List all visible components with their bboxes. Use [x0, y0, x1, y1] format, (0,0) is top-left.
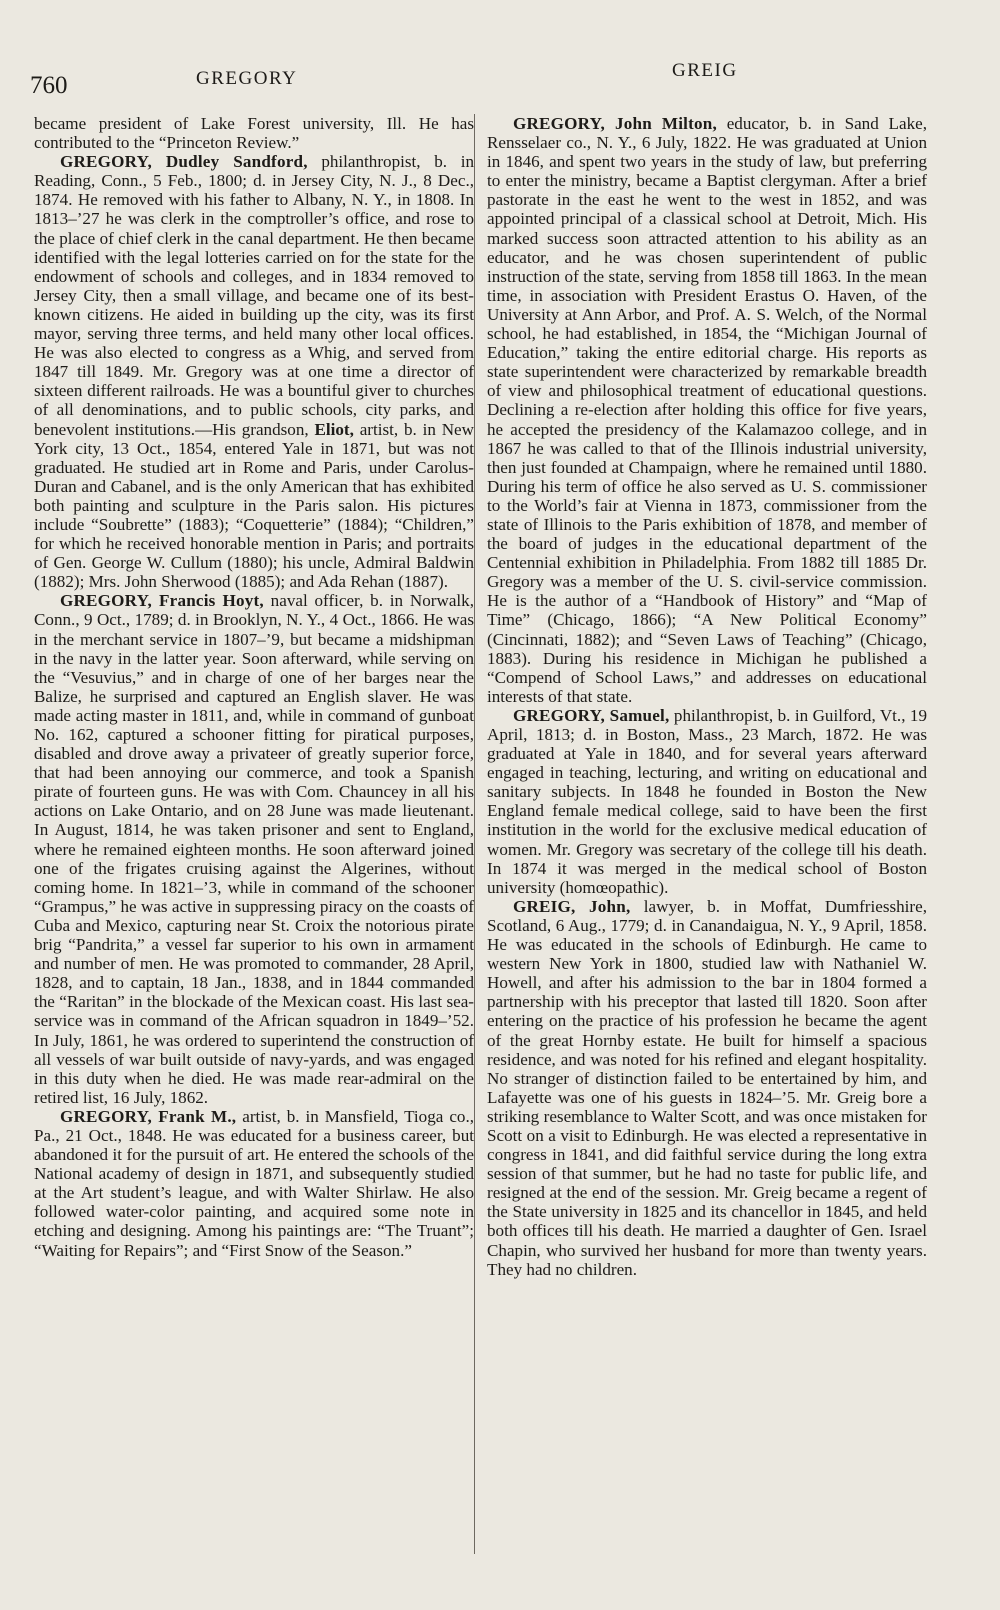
entry-body: educator, b. in Sand Lake, Rensselaer co., N. Y., 6 July, 1822. He was graduated at Union in 1846, and spent two years in the study of law, but preferring to enter the ministry, became a Baptist clergyman. After a brief pastorate in the east he went to the west in 1852, and was appointed principal of a classical school at Detroit, Mich. His marked success soon attracted attention to his ability as an educator, and he was chosen superintendent of public instruction of the state, serving from 1858 till 1863. In the mean time, in association with President Erastus O. Haven, of the University at Ann Arbor, and Prof. A. S. Welch, of the Normal school, he had established, in 1854, the “Michigan Journal of Education,” taking the entire editorial charge. His reports as state superintendent were characterized by remarkable breadth of view and philosophical treatment of educational questions. Declining a re-election after holding this office for five years, he accepted the presidency of the Kalamazoo college, and in 1867 he was called to that of the Illinois industrial university, then just founded at Champaign, where he remained until 1880. During his term of office he also served as U. S. commissioner to the World’s fair at Vienna in 1873, commissioner from the state of Illinois to the Paris exhibition of 1878, and member of the board of judges in the educational department of the Centennial exhibition in Philadelphia. From 1882 till 1885 Dr. Gregory was a member of the U. S. civil-service commission. He is the author of a “Handbook of History” and “Map of Time” (Chicago, 1866); “A New Political Economy” (Cincinnati, 1882); and “Seven Laws of Teaching” (Chicago, 1883). During his residence in Michigan he published a “Compend of School Laws,” and addresses on educational interests of that state.	[487, 114, 927, 706]
entry-body: philanthropist, b. in Guilford, Vt., 19 April, 1813; d. in Boston, Mass., 23 March, 1872. He was graduated at Yale in 1840, and for several years afterward engaged in teaching, lecturing, and writing on educational and sanitary subjects. In 1848 he founded in Boston the New England female medical college, said to have been the first institution in the world for the exclusive medical education of women. Mr. Gregory was secretary of the college till his death. In 1874 it was merged in the medical school of Boston university (homœopathic).	[487, 705, 928, 897]
entry-francis-hoyt-gregory	[34, 591, 474, 1107]
page-header	[0, 60, 1000, 100]
entry-samuel-gregory	[487, 706, 927, 897]
entry-body: lawyer, b. in Moffat, Dumfriesshire, Scotland, 6 Aug., 1779; d. in Canandaigua, N. Y., 9 April, 1858. He was educated in the schools of Edinburgh. He came to western New York in 1800, studied law with Nathaniel W. Howell, and after his admission to the bar in 1804 formed a partnership with his preceptor that lasted till 1820. Soon after entering on the practice of his profession he became the agent of the great Hornby estate. He built for himself a spacious residence, and was noted for his refined and elegant hospitality. No stranger of distinction failed to be entertained by him, and Lafayette was one of his guests in 1824–’5. Mr. Greig bore a striking resemblance to Walter Scott, and was once mistaken for Scott on a visit to Edinburgh. He was elected a representative in congress in 1841, and did faithful service during the long extra session of that summer, but he had no taste for public life, and resigned at the end of the session. Mr. Greig became a regent of the State university in 1825 and its chancellor in 1845, and held both offices till his death. He married a daughter of Gen. Israel Chapin, who survived her husband for more than twenty years. They had no children.	[487, 896, 927, 1279]
left-column	[34, 114, 474, 1260]
entry-john-milton-gregory	[487, 114, 927, 706]
entry-body: philanthropist, b. in Reading, Conn., 5 Feb., 1800; d. in Jersey City, N. J., 8 Dec., 1874. He removed with his father to Albany, N. Y., in 1808. In 1813–’27 he was clerk in the comptroller’s office, and rose to the place of chief clerk in the canal department. He then became identified with the legal lotteries carried on for the state for the endowment of schools and colleges, and in 1834 removed to Jersey City, then a small village, and became one of its best-known citizens. He aided in building up the city, was its first mayor, serving three terms, and held many other local offices. He was also elected to congress as a Whig, and served from 1847 till 1849. Mr. Gregory was at one time a director of sixteen different railroads. He was a bountiful giver to churches of all denominations, and to public schools, city parks, and benevolent institutions.—His grandson,	[34, 152, 475, 439]
entry-body: artist, b. in Mansfield, Tioga co., Pa., 21 Oct., 1848. He was educated for a business career, but abandoned it for the pursuit of art. He entered the schools of the National academy of design in 1871, and subsequently studied at the Art student’s league, and with Walter Shirlaw. He also followed water-color painting, and acquired some note in etching and designing. Among his paintings are: “The Truant”; “Waiting for Repairs”; and “First Snow of the Season.”	[34, 1106, 475, 1260]
entry-headword: GREGORY, Samuel,	[513, 705, 670, 725]
continuation-body: became president of Lake Forest university, Ill. He has contributed to the “Princeton Review.”	[34, 114, 474, 153]
entry-headword: GREGORY, Francis Hoyt,	[60, 591, 264, 611]
entry-dudley-sandford-gregory	[34, 152, 474, 591]
entry-frank-m-gregory	[34, 1107, 474, 1260]
entry-headword: GREGORY, John Milton,	[513, 114, 717, 133]
entry-john-greig	[487, 897, 927, 1279]
entry-body-continued: artist, b. in New York city, 13 Oct., 1854, entered Yale in 1871, but was not graduated. He studied art in Rome and Paris, under Carolus-Duran and Cabanel, and is the only American that has exhibited both painting and sculpture in the Paris salon. His pictures include “Soubrette” (1883); “Coquetterie” (1884); “Children,” for which he received honorable mention in Paris; and portraits of Gen. George W. Cullum (1880); his uncle, Admiral Baldwin (1882); Mrs. John Sherwood (1885); and Ada Rehan (1887).	[34, 419, 474, 592]
page-number: 760	[30, 72, 68, 99]
column-divider	[474, 114, 475, 1554]
running-head-right: GREIG	[672, 60, 738, 81]
continuation-text	[34, 114, 474, 152]
entry-headword: GREGORY, Frank M.,	[60, 1106, 237, 1126]
entry-headword: GREGORY, Dudley Sandford,	[60, 152, 308, 172]
right-column	[487, 114, 927, 1279]
running-head-left: GREGORY	[196, 68, 298, 89]
entry-headword: GREIG, John,	[513, 896, 631, 916]
entry-body: naval officer, b. in Norwalk, Conn., 9 Oct., 1789; d. in Brooklyn, N. Y., 4 Oct., 1866. He was in the merchant service in 1807–’9, but became a midshipman in the navy in the latter year. Soon afterward, while serving on the “Vesuvius,” and in charge of one of her barges near the Balize, he surprised and captured an English slaver. He was made acting master in 1811, and, while in command of gunboat No. 162, captured a schooner fitting for piratical purposes, disabled and drove away a privateer of greatly superior force, that had been annoying our commerce, and took a Spanish pirate of fourteen guns. He was with Com. Chauncey in all his actions on Lake Ontario, and on 28 June was made lieutenant. In August, 1814, he was taken prisoner and sent to England, where he remained eighteen months. He soon afterward joined one of the frigates cruising against the Algerines, without coming home. In 1821–’3, while in command of the schooner “Grampus,” he was active in suppressing piracy on the coasts of Cuba and Mexico, capturing near St. Croix the notorious pirate brig “Pandrita,” a vessel far superior to his own in armament and number of men. He was promoted to commander, 28 April, 1828, and to captain, 18 Jan., 1838, and in 1844 commanded the “Raritan” in the blockade of the Mexican coast. His last sea-service was in command of the African squadron in 1849–’52. In July, 1861, he was ordered to superintend the construction of all vessels of war built outside of navy-yards, and was engaged in this duty when he died. He was made rear-admiral on the retired list, 16 July, 1862.	[34, 591, 474, 1107]
entry-subhead: Eliot,	[314, 419, 354, 439]
